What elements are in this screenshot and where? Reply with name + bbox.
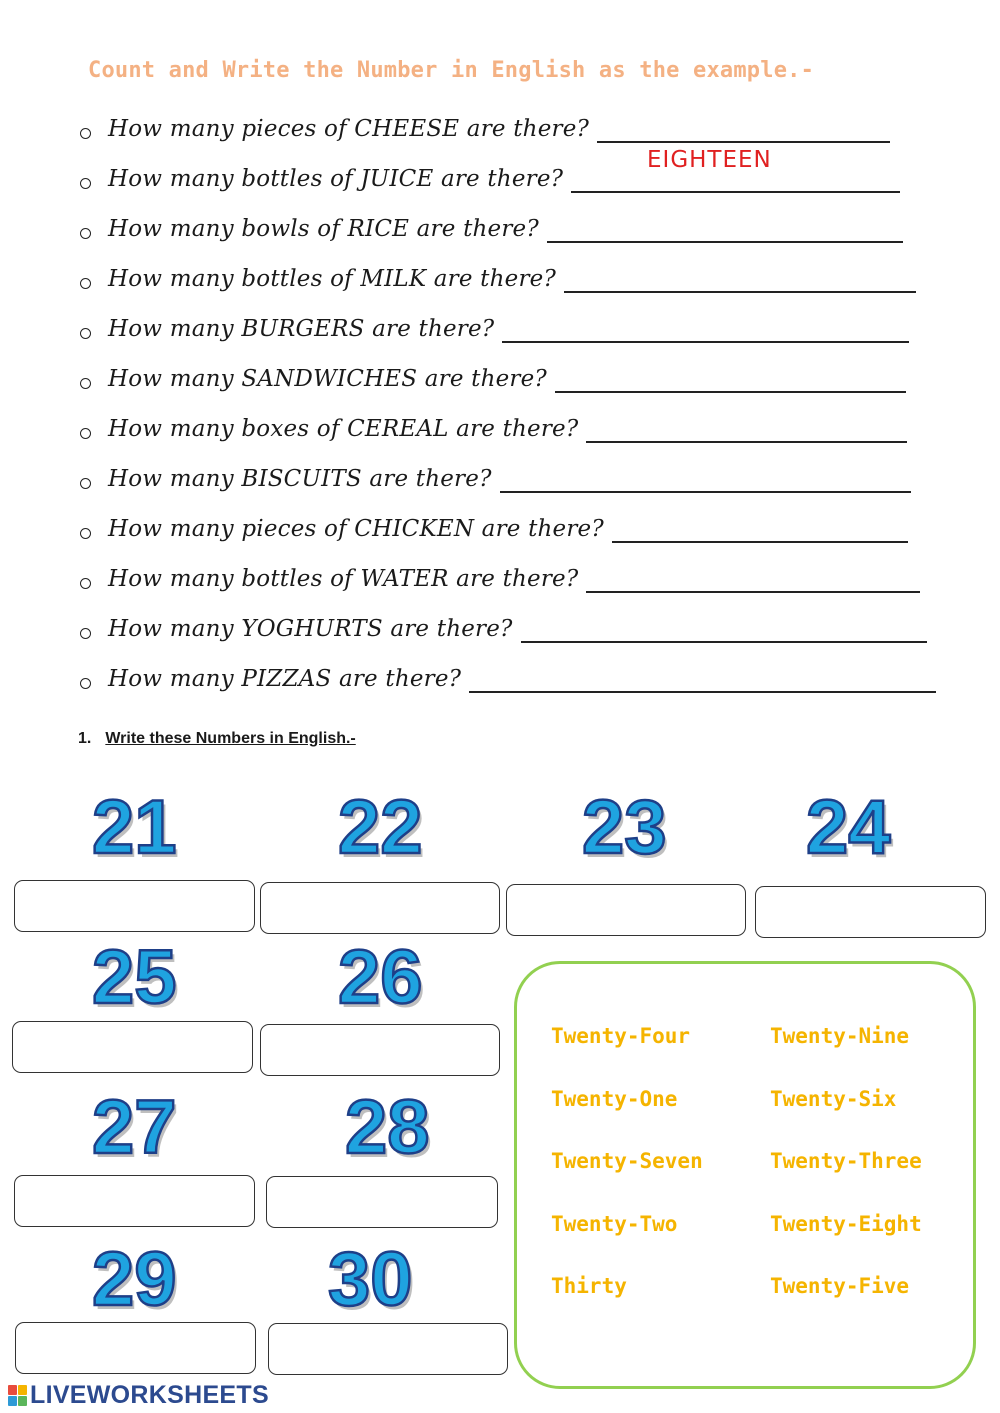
question-text: How many bottles of WATER are there? xyxy=(108,566,579,592)
number-answer-box[interactable] xyxy=(15,1322,256,1374)
answer-field[interactable] xyxy=(469,691,936,693)
question-text: How many bottles of JUICE are there? xyxy=(108,166,564,192)
answer-field[interactable] xyxy=(586,591,920,593)
number-label: 23 xyxy=(582,785,667,870)
word-bank-item: Twenty-Eight xyxy=(770,1211,922,1236)
number-label: 28 xyxy=(345,1085,430,1170)
bullet-circle-icon xyxy=(80,578,91,589)
number-answer-box[interactable] xyxy=(260,1024,500,1076)
question-row xyxy=(76,608,956,658)
number-label: 25 xyxy=(92,935,177,1020)
question-row xyxy=(76,408,956,458)
number-answer-box[interactable] xyxy=(755,886,986,938)
number-label: 29 xyxy=(92,1237,177,1322)
question-text: How many bowls of RICE are there? xyxy=(108,216,539,242)
bullet-circle-icon xyxy=(80,678,91,689)
question-text: How many BURGERS are there? xyxy=(108,316,495,342)
number-label: 22 xyxy=(338,785,423,870)
question-row xyxy=(76,458,956,508)
number-answer-box[interactable] xyxy=(260,882,500,934)
question-text: How many bottles of MILK are there? xyxy=(108,266,556,292)
bullet-circle-icon xyxy=(80,478,91,489)
question-text: How many boxes of CEREAL are there? xyxy=(108,416,579,442)
section-number: 1. xyxy=(78,730,92,747)
word-bank-item: Thirty xyxy=(551,1274,627,1298)
question-list xyxy=(76,108,956,708)
number-label: 30 xyxy=(328,1237,413,1322)
bullet-circle-icon xyxy=(80,228,91,239)
question-row xyxy=(76,358,956,408)
answer-field[interactable] xyxy=(597,141,890,173)
number-answer-box[interactable] xyxy=(266,1176,498,1228)
number-label: 24 xyxy=(806,785,891,870)
question-text: How many pieces of CHICKEN are there? xyxy=(108,516,604,542)
answer-field[interactable] xyxy=(547,241,903,243)
number-answer-box[interactable] xyxy=(14,880,255,932)
number-answer-box[interactable] xyxy=(14,1175,255,1227)
question-row xyxy=(76,158,956,208)
bullet-circle-icon xyxy=(80,178,91,189)
answer-field[interactable] xyxy=(521,641,927,643)
answer-field[interactable] xyxy=(500,491,911,493)
answer-field[interactable] xyxy=(555,391,906,393)
word-bank-item: Twenty-Three xyxy=(770,1149,922,1173)
answer-field[interactable] xyxy=(586,441,907,443)
number-label: 26 xyxy=(338,935,423,1020)
word-bank-item: Twenty-One xyxy=(551,1086,678,1111)
answer-field[interactable] xyxy=(571,191,900,193)
question-text: How many BISCUITS are there? xyxy=(108,466,492,492)
word-bank xyxy=(514,961,976,1389)
word-bank-item: Twenty-Two xyxy=(551,1211,678,1236)
number-label: 27 xyxy=(92,1085,177,1170)
bullet-circle-icon xyxy=(80,628,91,639)
number-answer-box[interactable] xyxy=(506,884,746,936)
word-bank-item: Twenty-Seven xyxy=(551,1149,703,1173)
logo-text: LIVEWORKSHEETS xyxy=(30,1381,269,1409)
number-answer-box[interactable] xyxy=(12,1021,253,1073)
question-row xyxy=(76,258,956,308)
bullet-circle-icon xyxy=(80,278,91,289)
question-row xyxy=(76,108,956,173)
question-row xyxy=(76,658,956,708)
question-text: How many SANDWICHES are there? xyxy=(108,366,547,392)
question-text: How many pieces of CHEESE are there? xyxy=(108,116,590,142)
answer-field[interactable] xyxy=(502,341,909,343)
bullet-circle-icon xyxy=(80,328,91,339)
logo-mark-icon xyxy=(8,1385,28,1407)
answer-field[interactable] xyxy=(612,541,908,543)
bullet-circle-icon xyxy=(80,428,91,439)
question-row xyxy=(76,308,956,358)
question-row xyxy=(76,558,956,608)
bullet-circle-icon xyxy=(80,128,91,139)
word-bank-item: Twenty-Four xyxy=(551,1024,691,1048)
question-text: How many YOGHURTS are there? xyxy=(108,616,513,642)
word-bank-item: Twenty-Nine xyxy=(770,1024,910,1048)
bullet-circle-icon xyxy=(80,378,91,389)
bullet-circle-icon xyxy=(80,528,91,539)
question-row xyxy=(76,208,956,258)
section-title: Write these Numbers in English.- xyxy=(105,730,356,747)
section-heading xyxy=(78,730,356,748)
number-label: 21 xyxy=(92,785,177,870)
question-text: How many PIZZAS are there? xyxy=(108,666,462,692)
answer-field[interactable] xyxy=(564,291,916,293)
word-bank-item: Twenty-Five xyxy=(770,1274,910,1298)
number-answer-box[interactable] xyxy=(268,1323,508,1375)
answer-value: EIGHTEEN xyxy=(647,147,772,173)
question-row xyxy=(76,508,956,558)
word-bank-item: Twenty-Six xyxy=(770,1086,897,1111)
instruction-text: Count and Write the Number in English as the example.- xyxy=(88,58,815,83)
